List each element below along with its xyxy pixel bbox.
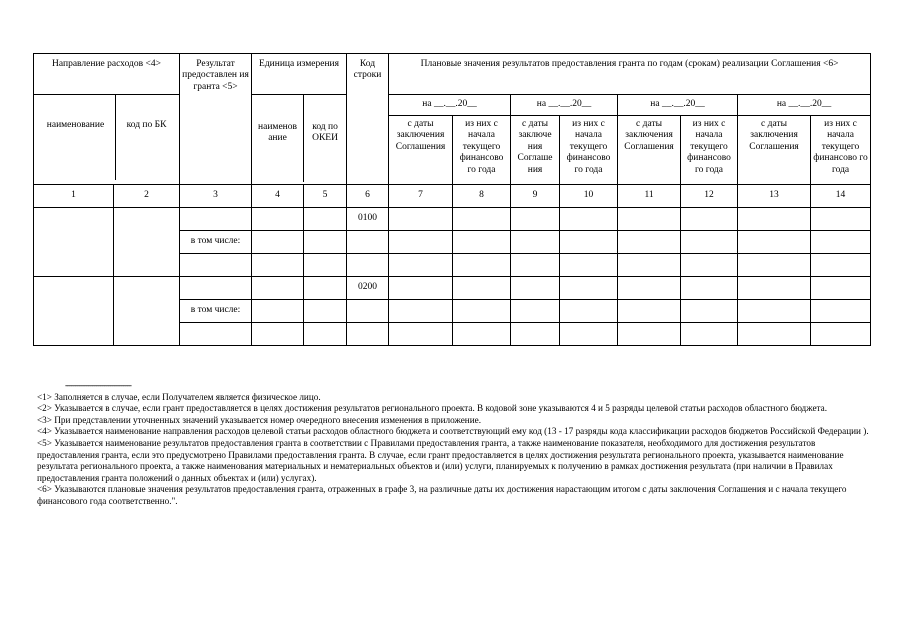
header-planned: Плановые значения результатов предоставления гранта по годам (срокам) реализации Соглашения <6> <box>389 54 871 95</box>
p4-from-year-start: из них с начала текущего финансово го года <box>811 116 871 185</box>
table-row <box>34 208 871 231</box>
header-unit: Единица измерения <box>252 54 347 95</box>
row-code: 0200 <box>347 277 389 300</box>
header-bk-code: код по БК <box>126 120 167 130</box>
header-direction-sub <box>34 95 180 185</box>
col-num: 8 <box>453 185 511 208</box>
header-unit-name: наименов ание <box>252 95 304 182</box>
header-direction: Направление расходов <4> <box>34 54 180 95</box>
col-num: 4 <box>252 185 304 208</box>
col-num: 7 <box>389 185 453 208</box>
footnote-3: <3> При представлении уточненных значений указывается номер очередного внесения изменения в приложение. <box>37 414 482 425</box>
cell-direction-name <box>34 277 114 346</box>
footnote-2: <2> Указывается в случае, если грант предоставляется в целях достижения результатов регионального проекта. В кодовой зоне указываются 4 и 5 разряды целевой статьи расходов областного бюджета. <box>37 403 828 414</box>
col-num: 5 <box>304 185 347 208</box>
cell-direction-name <box>34 208 114 277</box>
header-result: Результат предоставлен ия гранта <5> <box>180 54 252 185</box>
col-num: 2 <box>114 185 180 208</box>
p1-from-year-start: из них с начала текущего финансово го года <box>453 116 511 185</box>
footnote-separator: -------------------------------- <box>65 380 131 390</box>
planned-results-table <box>33 53 871 346</box>
footnote-4: <4> Указывается наименование направления расходов целевой статьи расходов областного бюджета и соответствующий ему код (13 - 17 разряды кода классификации расходов бюджетов Российской Федерации ). <box>37 426 869 437</box>
col-num: 13 <box>738 185 811 208</box>
col-num: 14 <box>811 185 871 208</box>
col-num: 10 <box>560 185 618 208</box>
p4-from-agreement: с даты заключения Соглашения <box>738 116 811 185</box>
col-num: 3 <box>180 185 252 208</box>
row-including-label: в том числе: <box>180 300 252 323</box>
footnotes <box>37 380 872 508</box>
table-row <box>34 277 871 300</box>
column-number-row <box>34 185 871 208</box>
footnote-5: <5> Указывается наименование результатов предоставления гранта в соответствии с Правилами предоставления гранта, а также наименование показателя, необходимого для достижения результатов предоставления гранта, если это предусмотрено Правилами предоставления гранта. В случае, если грант предоставляется в целях достижения результата регионального проекта, указывается наименование результата регионального проекта, а также наименования материальных и нематериальных объектов и (или) услуги, планируемых к получению в рамках достижения результата (при наличии в Правилах предоставления гранта положений о данных объектах и (или) услугах). <box>37 437 844 483</box>
p2-from-year-start: из них с начала текущего финансово го года <box>560 116 618 185</box>
header-name: наименование <box>36 95 116 180</box>
row-code: 0100 <box>347 208 389 231</box>
period-4: на __.__.20__ <box>738 95 871 116</box>
p2-from-agreement: с даты заключе ния Соглаше ния <box>511 116 560 185</box>
period-2: на __.__.20__ <box>511 95 618 116</box>
period-1: на __.__.20__ <box>389 95 511 116</box>
header-okei: код по ОКЕИ <box>312 122 338 144</box>
col-num: 9 <box>511 185 560 208</box>
header-code: Код строки <box>347 54 389 185</box>
cell-bk-code <box>114 208 180 277</box>
period-3: на __.__.20__ <box>618 95 738 116</box>
row-including-label: в том числе: <box>180 231 252 254</box>
col-num: 11 <box>618 185 681 208</box>
p1-from-agreement: с даты заключения Соглашения <box>389 116 453 185</box>
footnote-6: <6> Указываются плановые значения результатов предоставления гранта, отраженных в графе 3, на различные даты их достижения нарастающим итогом с даты заключения Соглашения и с начала текущего финансового года соответственно.". <box>37 484 847 506</box>
p3-from-agreement: с даты заключения Соглашения <box>618 116 681 185</box>
cell-result <box>180 277 252 300</box>
header-unit-sub <box>252 95 347 185</box>
p3-from-year-start: из них с начала текущего финансово го года <box>681 116 738 185</box>
col-num: 1 <box>34 185 114 208</box>
footnote-1: <1> Заполняется в случае, если Получателем является физическое лицо. <box>37 391 321 402</box>
col-num: 6 <box>347 185 389 208</box>
col-num: 12 <box>681 185 738 208</box>
cell-result <box>180 208 252 231</box>
cell-bk-code <box>114 277 180 346</box>
